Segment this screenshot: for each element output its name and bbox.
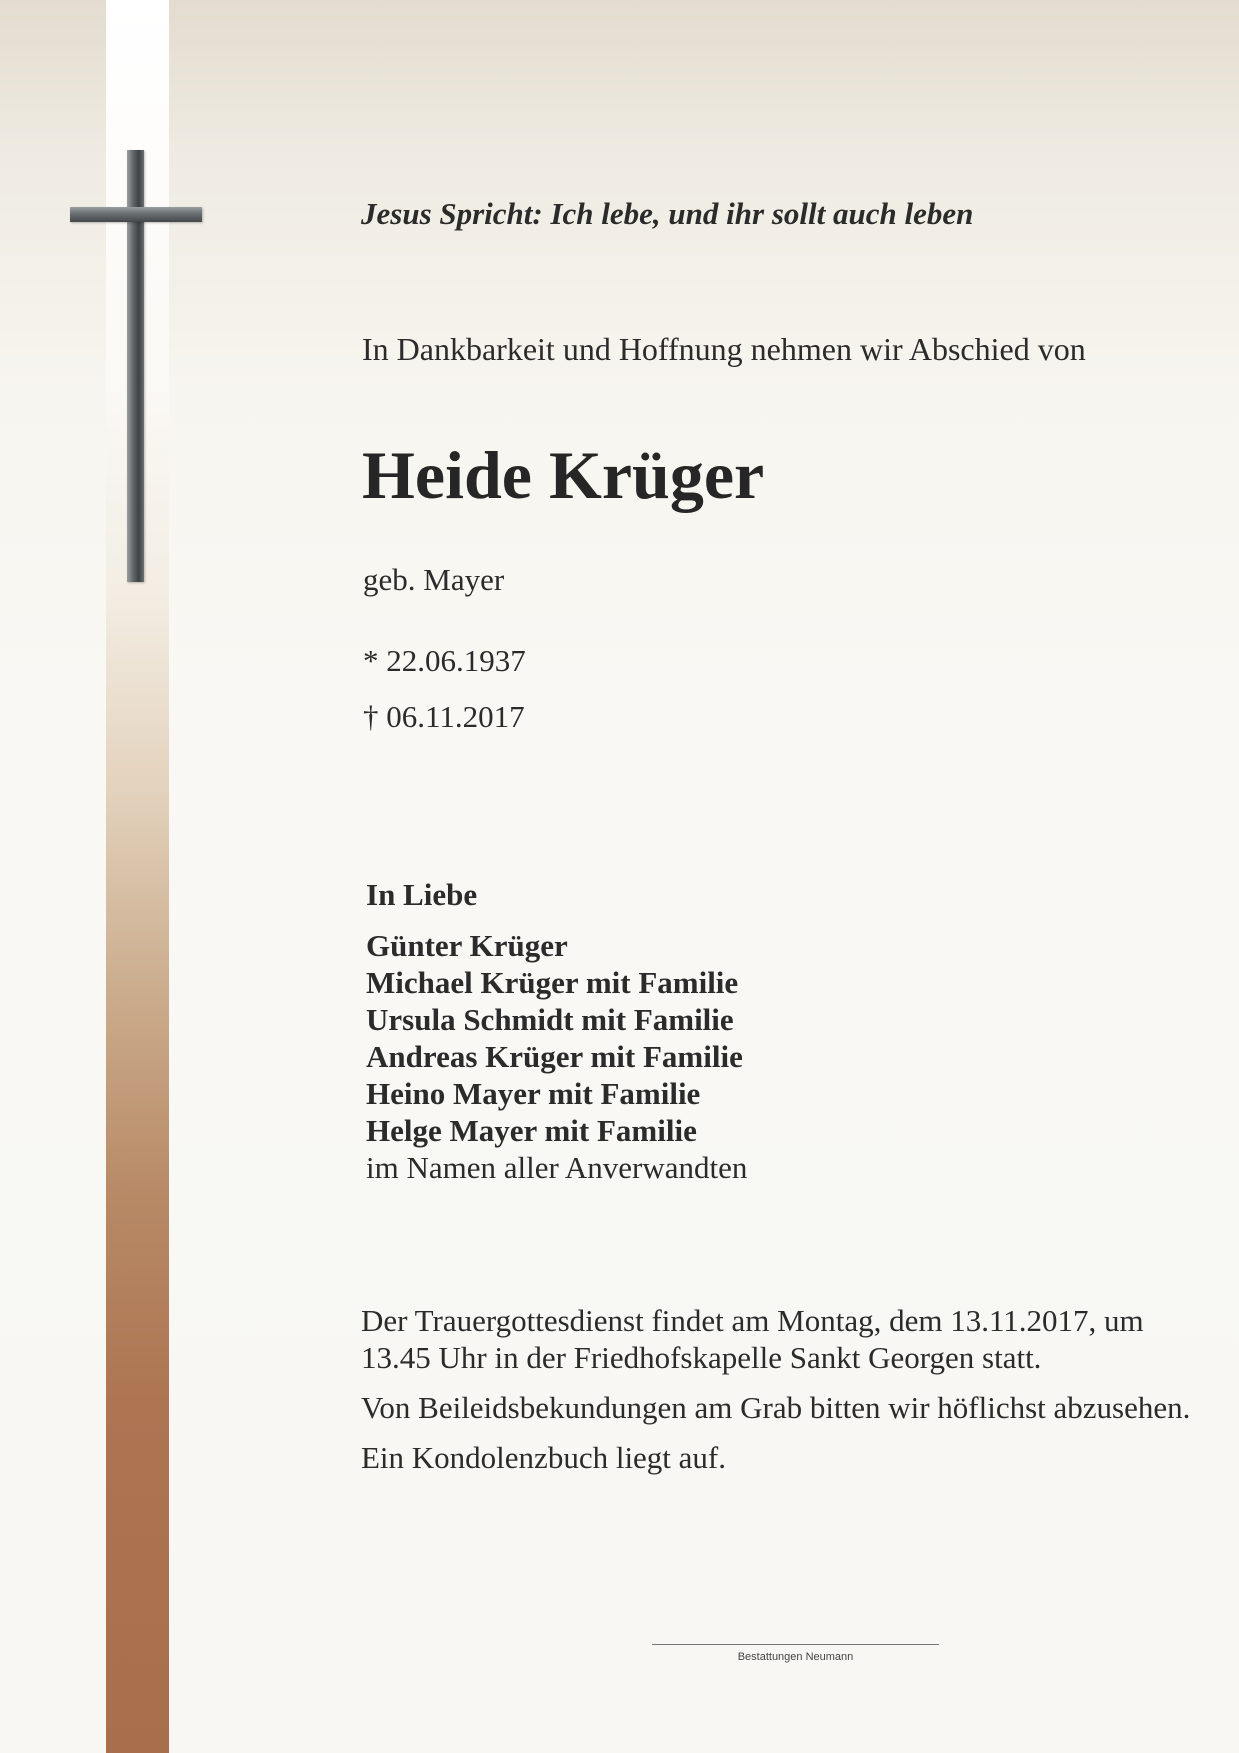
maiden-name: geb. Mayer xyxy=(363,562,505,597)
mourners-heading: In Liebe xyxy=(366,877,478,912)
bible-motto: Jesus Spricht: Ich lebe, und ihr sollt auch leben xyxy=(361,196,974,231)
mourners-block xyxy=(366,876,747,1186)
cross-icon xyxy=(70,150,202,582)
condolence-book: Ein Kondolenzbuch liegt auf. xyxy=(361,1440,727,1475)
undertaker-name: Bestattungen Neumann xyxy=(737,1651,854,1663)
intro-line: In Dankbarkeit und Hoffnung nehmen wir Abschied von xyxy=(362,331,1086,367)
service-notice xyxy=(361,1302,1191,1489)
mourner-name: Günter Krüger xyxy=(366,928,568,963)
mourners-closing: im Namen aller Anverwandten xyxy=(366,1150,748,1185)
condolence-request: Von Beileidsbekundungen am Grab bitten wir höflichst abzusehen. xyxy=(361,1390,1191,1425)
death-date: † 06.11.2017 xyxy=(363,699,525,734)
service-details: Der Trauergottesdienst findet am Montag, dem 13.11.2017, um 13.45 Uhr in der Friedhofskapelle Sankt Georgen statt. xyxy=(361,1303,1144,1375)
mourner-name: Helge Mayer mit Familie xyxy=(366,1113,697,1148)
birth-date: * 22.06.1937 xyxy=(363,643,526,678)
mourner-name: Michael Krüger mit Familie xyxy=(366,965,739,1000)
mourner-name: Heino Mayer mit Familie xyxy=(366,1076,701,1111)
mourner-name: Ursula Schmidt mit Familie xyxy=(366,1002,734,1037)
deceased-name: Heide Krüger xyxy=(362,437,765,513)
cross-horizontal-beam xyxy=(70,207,202,222)
mourner-name: Andreas Krüger mit Familie xyxy=(366,1039,743,1074)
footer-divider xyxy=(652,1644,939,1645)
